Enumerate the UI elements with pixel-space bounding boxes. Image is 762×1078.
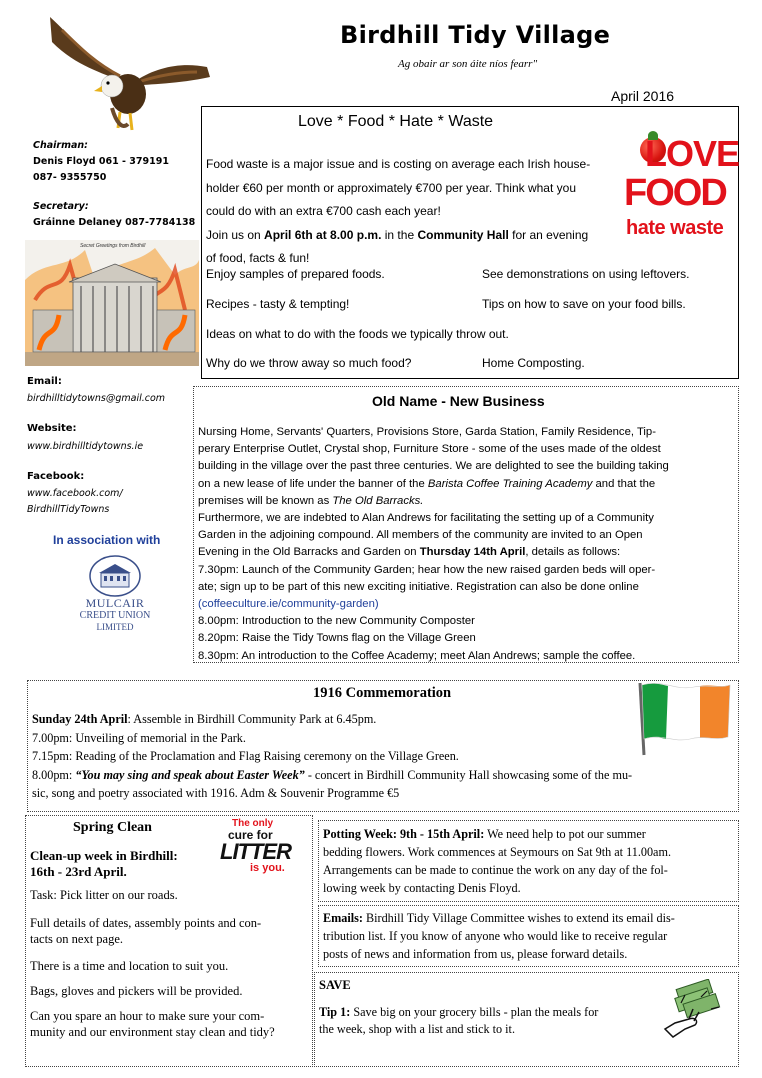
- lf-row-4a: Why do we throw away so much food?: [206, 356, 412, 370]
- save-heading: SAVE: [319, 978, 351, 992]
- on-line-12: 8.00pm: Introduction to the new Community Composter: [198, 615, 475, 628]
- sc-details-2: tacts on next page.: [30, 932, 124, 946]
- on-line-6: Furthermore, we are indebted to Alan Andrews for facilitating the setting up of a Community: [198, 512, 654, 525]
- chairman-phone-2: 087- 9355750: [33, 172, 107, 183]
- irish-flag-icon: [634, 677, 734, 757]
- commemoration-section: [27, 680, 739, 812]
- old-name-heading: Old Name - New Business: [372, 393, 545, 409]
- lf-line-3: could do with an extra €700 cash each year!: [206, 204, 441, 218]
- secretary-label: Secretary:: [33, 201, 89, 212]
- secretary-block: [33, 199, 195, 231]
- sc-details: [30, 915, 261, 947]
- lf-row-2a: Recipes - tasty & tempting!: [206, 297, 350, 311]
- sc-task: Task: Pick litter on our roads.: [30, 888, 178, 902]
- sc-time: There is a time and location to suit you.: [30, 959, 229, 973]
- lf-line-1: Food waste is a major issue and is costing on average each Irish house-: [206, 157, 591, 171]
- chairman-block: [33, 138, 169, 186]
- eagle-logo: [42, 12, 212, 137]
- on-line-9: 7.30pm: Launch of the Community Garden; hear how the new raised garden beds will oper-: [198, 563, 656, 576]
- association-label: In association with: [53, 533, 161, 547]
- lf-line-4: Join us on April 6th at 8.00 p.m. in the Community Hall for an evening: [206, 227, 589, 242]
- emails-section: [318, 905, 739, 967]
- sc-spare-1: Can you spare an hour to make sure your com-: [30, 1009, 265, 1023]
- credit-union-logo: [65, 555, 165, 637]
- sv-line-2: the week, shop with a list and stick to it.: [319, 1022, 515, 1036]
- lf-line-2: holder €60 per month or approximately €700 per year. Think what you: [206, 180, 576, 195]
- em-line-3: posts of news and information from us, please forward details.: [323, 947, 628, 961]
- credit-union-building-icon: [89, 555, 141, 597]
- logo-love: LOVE: [644, 133, 739, 174]
- litter-line-1: The only: [232, 818, 274, 829]
- on-line-4: on a new lease of life under the banner of the Barista Coffee Training Academy and that the: [198, 477, 656, 490]
- email-link[interactable]: birdhilltidytowns@gmail.com: [27, 393, 166, 404]
- lf-row-3: Ideas on what to do with the foods we typically throw out.: [206, 327, 509, 341]
- em-line-1: Emails: Birdhill Tidy Village Committee wishes to extend its email dis-: [323, 911, 675, 925]
- issue-date: April 2016: [611, 88, 675, 104]
- money-hand-icon: [661, 979, 727, 1039]
- on-line-14: 8.30pm: An introduction to the Coffee Academy; meet Alan Andrews; sample the coffee.: [198, 649, 636, 662]
- credit-union-line-1: MULCAIR: [85, 596, 145, 610]
- commemoration-text: [32, 710, 632, 803]
- sc-details-1: Full details of dates, assembly points and con-: [30, 916, 262, 930]
- on-line-5: premises will be known as The Old Barracks.: [198, 494, 424, 507]
- credit-union-line-2: CREDIT UNION: [79, 610, 151, 621]
- commemoration-heading: 1916 Commemoration: [313, 685, 452, 701]
- litter-slogan-image: [216, 818, 300, 876]
- spring-clean-sub-1: Clean-up week in Birdhill:: [30, 848, 178, 863]
- spring-clean-subtitle: [30, 848, 178, 880]
- on-line-7: Garden in the adjoining compound. All members of the community are invited to an Open: [198, 529, 643, 542]
- page-title: Birdhill Tidy Village: [340, 21, 611, 49]
- lf-row-2b: Tips on how to save on your food bills.: [482, 297, 686, 311]
- facebook-link-1[interactable]: www.facebook.com/: [27, 488, 123, 499]
- email-label: Email:: [27, 376, 62, 387]
- old-name-section: [193, 386, 739, 663]
- on-line-3: building in the village over the past three centuries. We are delighted to see the building taking: [198, 460, 669, 473]
- cm-line-5: sic, song and poetry associated with 1916. Adm & Souvenir Programme €5: [32, 786, 400, 800]
- sc-spare: [30, 1008, 275, 1040]
- on-line-13: 8.20pm: Raise the Tidy Towns flag on the Village Green: [198, 632, 476, 645]
- spring-clean-heading: Spring Clean: [73, 820, 152, 835]
- chairman-phone-1: Denis Floyd 061 - 379191: [33, 156, 169, 167]
- on-line-8: Evening in the Old Barracks and Garden on Thursday 14th April, details as follows:: [198, 546, 621, 559]
- lf-line-5: of food, facts & fun!: [206, 251, 310, 265]
- love-food-heading: Love * Food * Hate * Waste: [298, 113, 494, 130]
- love-food-hate-waste-logo: [624, 131, 739, 249]
- emails-text: [323, 909, 675, 963]
- save-text: [319, 1004, 598, 1038]
- em-line-2: tribution list. If you know of anyone who would like to receive regular: [323, 929, 668, 943]
- sc-spare-2: munity and our environment stay clean and tidy?: [30, 1025, 275, 1039]
- spring-clean-section: [25, 815, 313, 1067]
- litter-line-2: cure for: [228, 828, 273, 842]
- on-line-2: perary Enterprise Outlet, Crystal shop, Furniture Store - some of the uses made of the oldest: [198, 443, 661, 456]
- on-line-1: Nursing Home, Servants' Quarters, Provisions Store, Garda Station, Family Residence, Tip-: [198, 426, 656, 438]
- lf-row-1a: Enjoy samples of prepared foods.: [206, 267, 385, 281]
- logo-hate-waste: hate waste: [626, 217, 724, 239]
- potting-week-section: [318, 820, 739, 902]
- facebook-label: Facebook:: [27, 471, 85, 482]
- painting-caption: Secret Greetings from Birdhill: [80, 243, 146, 249]
- love-food-section: [201, 106, 739, 379]
- cm-line-1: Sunday 24th April: Assemble in Birdhill Community Park at 6.45pm.: [32, 712, 377, 726]
- cm-line-2: 7.00pm: Unveiling of memorial in the Park.: [32, 730, 246, 745]
- spring-clean-sub-2: 16th - 23rd April.: [30, 864, 127, 879]
- pt-line-2: bedding flowers. Work commences at Seymours on Sat 9th at 11.00am.: [323, 845, 671, 859]
- litter-line-3: LITTER: [220, 839, 291, 864]
- potting-text: [323, 825, 671, 897]
- pt-line-3: Arrangements can be made to continue the work on any day of the fol-: [323, 863, 668, 877]
- cm-line-4: 8.00pm: “You may sing and speak about Easter Week” - concert in Birdhill Community Hall showcasing some of the mu-: [32, 767, 633, 782]
- credit-union-line-3: LIMITED: [96, 622, 134, 632]
- sc-bags: Bags, gloves and pickers will be provided.: [30, 984, 243, 998]
- sv-line-1: Tip 1: Save big on your grocery bills - plan the meals for: [319, 1005, 599, 1019]
- chairman-label: Chairman:: [33, 140, 88, 151]
- building-painting: [25, 240, 199, 366]
- facebook-link-2[interactable]: BirdhillTidyTowns: [27, 504, 110, 515]
- secretary-phone: Gráinne Delaney 087-7784138: [33, 217, 196, 228]
- website-link[interactable]: www.birdhilltidytowns.ie: [27, 441, 144, 452]
- community-garden-link[interactable]: (coffeeculture.ie/community-garden): [198, 598, 379, 611]
- save-section: [314, 972, 739, 1067]
- love-food-text: [206, 153, 590, 271]
- pt-line-1: Potting Week: 9th - 15th April: We need help to pot our summer: [323, 827, 646, 841]
- litter-line-4: is you.: [250, 862, 285, 874]
- on-line-10: ate; sign up to be part of this new exciting initiative. Registration can also be done online: [198, 580, 639, 593]
- logo-food: FOOD: [624, 172, 726, 214]
- website-label: Website:: [27, 423, 77, 434]
- lf-row-1b: See demonstrations on using leftovers.: [482, 267, 690, 281]
- cm-line-3: 7.15pm: Reading of the Proclamation and Flag Raising ceremony on the Village Green.: [32, 749, 459, 763]
- lf-row-4b: Home Composting.: [482, 356, 585, 370]
- pt-line-4: lowing week by contacting Denis Floyd.: [323, 881, 521, 895]
- motto: Ag obair ar son áite níos fearr": [398, 58, 538, 70]
- old-name-text: [198, 424, 669, 665]
